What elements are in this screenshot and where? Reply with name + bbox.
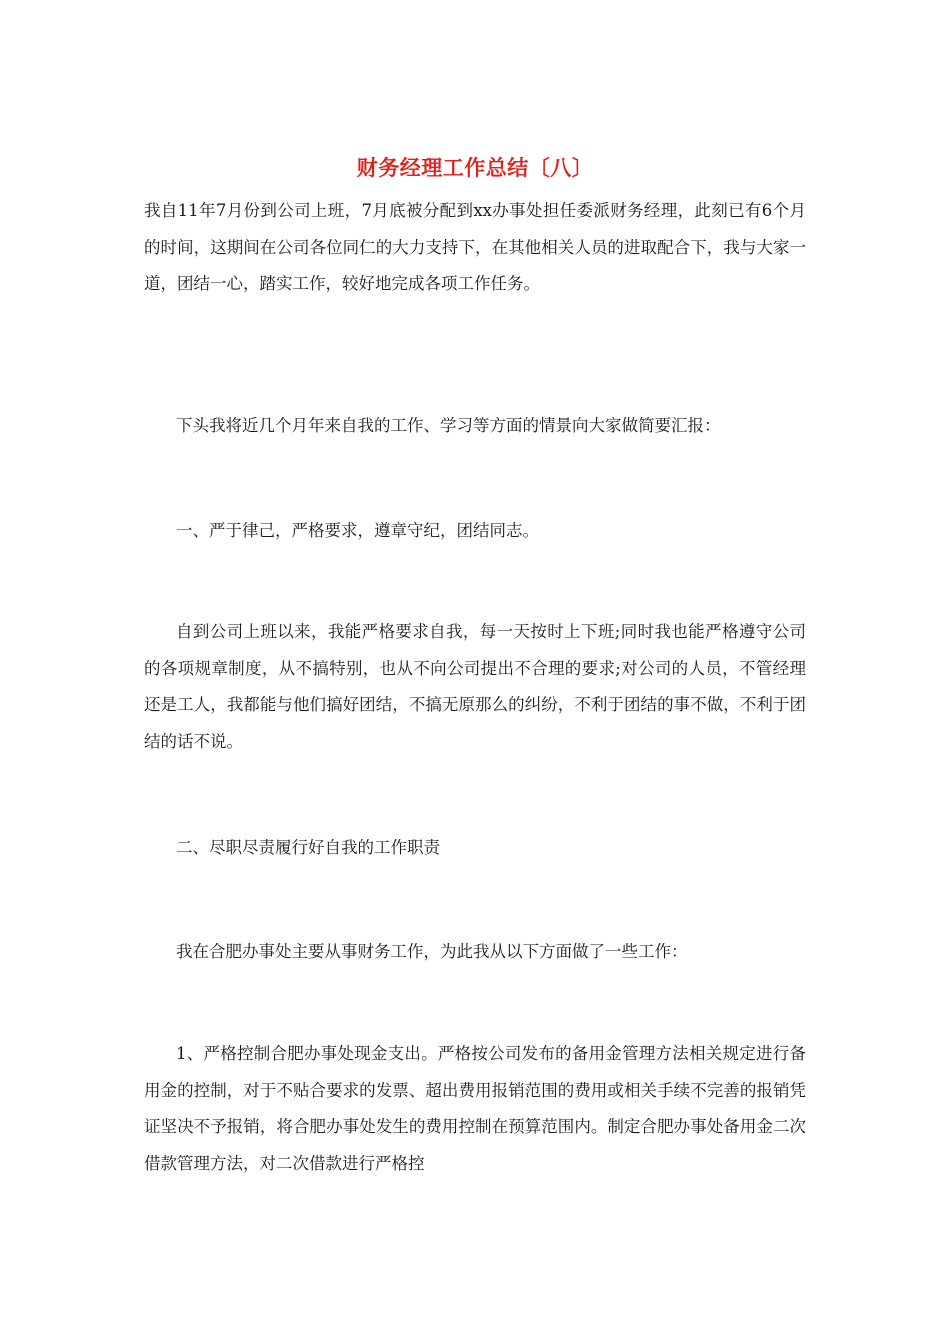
paragraph-item-1: 1、严格控制合肥办事处现金支出。严格按公司发布的备用金管理方法相关规定进行备用金的控制，对于不贴合要求的发票、超出费用报销范围的费用或相关手续不完善的报销凭证坚决不予报销，将合肥办事处发生的费用控制在预算范围内。制定合肥办事处备用金二次借款管理方法，对二次借款进行严格控 [144,1044,806,1173]
section-heading-2: 二、尽职尽责履行好自我的工作职责 [176,838,440,857]
section-heading-1: 一、严于律己，严格要求，遵章守纪，团结同志。 [176,521,539,540]
document-title: 财务经理工作总结〔八〕 [356,155,594,180]
paragraph-section-2-lead: 我在合肥办事处主要从事财务工作，为此我从以下方面做了一些工作： [176,942,688,961]
paragraph-report-lead: 下头我将近几个月年来自我的工作、学习等方面的情景向大家做简要汇报： [176,416,721,435]
paragraph-intro: 我自11年7月份到公司上班，7月底被分配到xx办事处担任委派财务经理，此刻已有6个月的时间，这期间在公司各位同仁的大力支持下，在其他相关人员的进取配合下，我与大家一道，团结一心，踏实工作，较好地完成各项工作任务。 [144,201,806,293]
paragraph-section-1-body: 自到公司上班以来，我能严格要求自我，每一天按时上下班;同时我也能严格遵守公司的各项规章制度，从不搞特别，也从不向公司提出不合理的要求;对公司的人员，不管经理还是工人，我都能与他们搞好团结，不搞无原那么的纠纷，不利于团结的事不做，不利于团结的话不说。 [144,622,806,751]
